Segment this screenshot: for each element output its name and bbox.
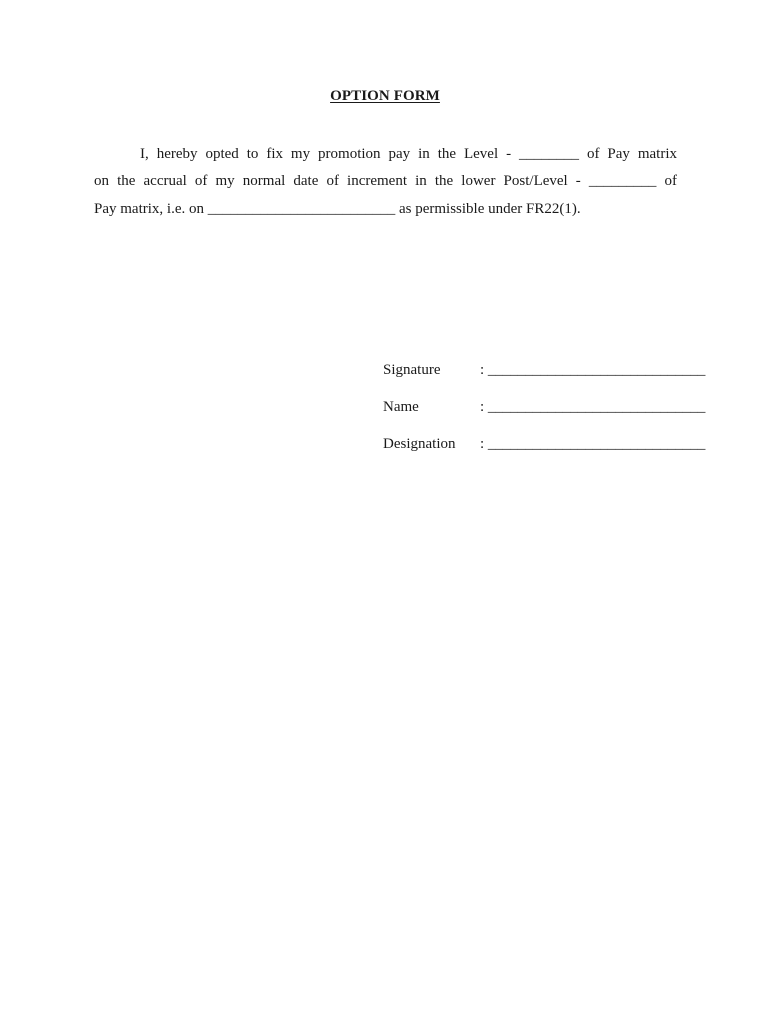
paragraph-line-1: I, hereby opted to fix my promotion pay in the Level - ________ of Pay matrix (140, 146, 677, 162)
paragraph-line-2: on the accrual of my normal date of increment in the lower Post/Level - _________ of (94, 173, 677, 189)
designation-blank: : _____________________________ (480, 436, 706, 452)
paragraph-line-3: Pay matrix, i.e. on _________________________ as permissible under FR22(1). (94, 201, 581, 217)
signature-label: Signature (383, 362, 441, 378)
designation-label: Designation (383, 436, 456, 452)
signature-blank: : _____________________________ (480, 362, 706, 378)
document-title: OPTION FORM (330, 88, 440, 104)
designation-row (368, 414, 705, 474)
name-blank: : _____________________________ (480, 399, 706, 415)
name-label: Name (383, 399, 419, 415)
